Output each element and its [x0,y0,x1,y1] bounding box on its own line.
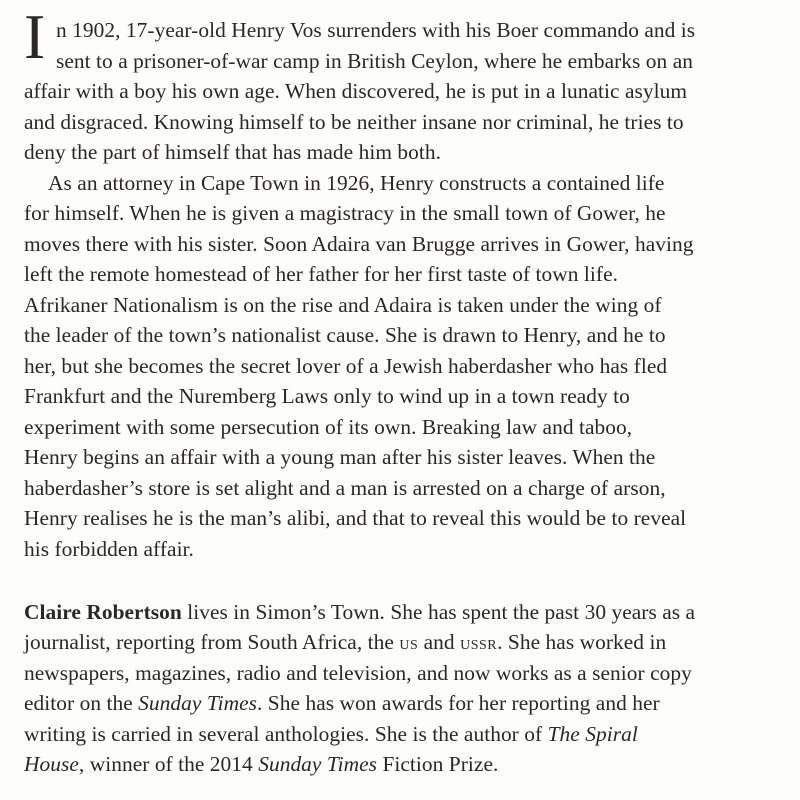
synopsis-line: As an attorney in Cape Town in 1926, Henry constructs a contained life [48,171,665,195]
synopsis-line: Henry realises he is the man’s alibi, and that to reveal this would be to reveal [24,506,687,530]
bio-line [24,689,660,717]
bio-text-smallcaps: us [399,632,419,654]
bio-text-italic: Sunday Times [138,691,258,715]
bio-text: , winner of the 2014 [78,752,259,776]
synopsis-line: moves there with his sister. Soon Adaira van Brugge arrives in Gower, having [24,232,694,256]
bio-text-smallcaps: ussr [460,632,498,654]
bio-line [24,750,498,778]
bio-text: Fiction Prize. [377,752,499,776]
synopsis-line: n 1902, 17-year-old Henry Vos surrenders with his Boer commando and is [56,18,696,42]
author-name: Claire Robertson [24,600,182,624]
bio-text: and [418,630,461,654]
bio-text-italic: Sunday Times [258,752,378,776]
synopsis-line: Afrikaner Nationalism is on the rise and Adaira is taken under the wing of [24,293,662,317]
synopsis-line: haberdasher’s store is set alight and a man is arrested on a charge of arson, [24,476,666,500]
bio-text: editor on the [24,691,139,715]
synopsis-line: and disgraced. Knowing himself to be neither insane nor criminal, he tries to [24,110,684,134]
synopsis-line: Frankfurt and the Nuremberg Laws only to wind up in a town ready to [24,384,630,408]
synopsis-line: his forbidden affair. [24,537,194,561]
synopsis-line: for himself. When he is given a magistracy in the small town of Gower, he [24,201,666,225]
bio-text: . She has worked in [497,630,667,654]
bio-text-italic: House [24,752,79,776]
synopsis-line: experiment with some persecution of its own. Breaking law and taboo, [24,415,633,439]
bio-text: lives in Simon’s Town. She has spent the past 30 years as a [181,600,696,624]
synopsis-line: sent to a prisoner-of-war camp in British Ceylon, where he embarks on an [56,49,693,73]
synopsis-line: left the remote homestead of her father for her first taste of town life. [24,262,619,286]
bio-line: newspapers, magazines, radio and television, and now works as a senior copy [24,661,692,685]
synopsis-line: the leader of the town’s nationalist cause. She is drawn to Henry, and he to [24,323,666,347]
synopsis-line: her, but she becomes the secret lover of a Jewish haberdasher who has fled [24,354,668,378]
drop-cap: I [24,1,46,72]
bio-text: writing is carried in several anthologies. She is the author of [24,722,548,746]
synopsis-line: deny the part of himself that has made him both. [24,140,442,164]
bio-line [24,598,695,626]
bio-line [24,720,638,748]
bio-text-italic: The Spiral [547,722,638,746]
synopsis-line: Henry begins an affair with a young man after his sister leaves. When the [24,445,656,469]
bio-text: . She has won awards for her reporting and her [257,691,660,715]
synopsis-line: affair with a boy his own age. When discovered, he is put in a lunatic asylum [24,79,688,103]
bio-text: journalist, reporting from South Africa, the [24,630,400,654]
bio-line [24,628,666,656]
